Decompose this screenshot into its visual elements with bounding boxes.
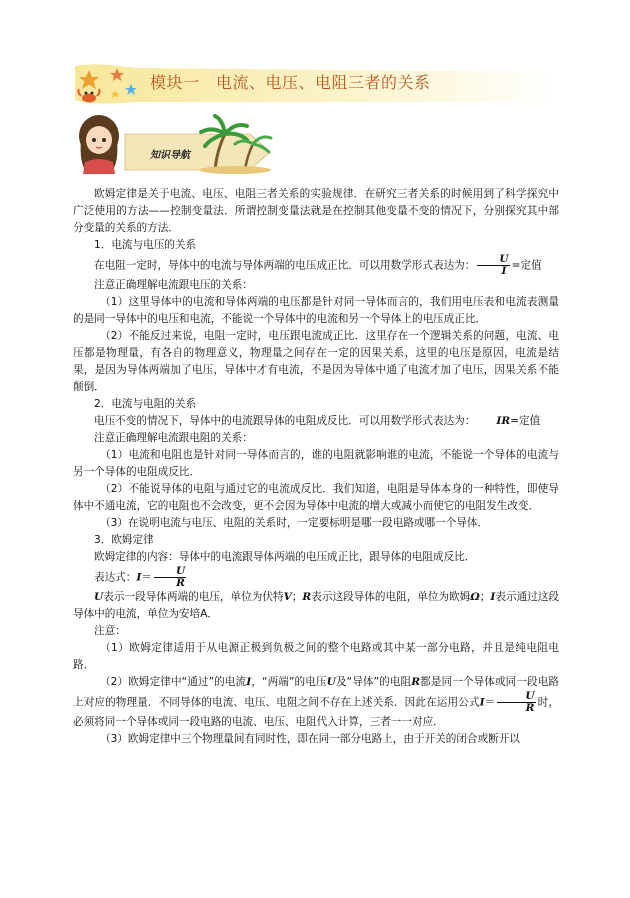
s3-expr-fraction	[154, 566, 186, 589]
sym-u: U	[94, 591, 104, 603]
s2-statement-text: 电压不变的情况下，导体中的电流跟导体的电阻成反比．可以用数学形式表达为：	[94, 415, 476, 427]
s3-point-1: （1）欧姆定律适用于从电源正极到负极之间的整个电路或其中某一部分电路，并且是纯电阻电路．	[73, 642, 559, 671]
s3-note: 注意：	[94, 625, 126, 637]
sym-a: A	[200, 608, 208, 620]
sym-i: I	[490, 591, 496, 603]
s2-statement	[73, 413, 559, 430]
girl-palm-illustration	[75, 112, 315, 174]
def-end: ．	[207, 608, 218, 620]
s1-point-2: （2）不能反过来说，电阻一定时，电压跟电流成正比．这里存在一个逻辑关系的问题，电流、电压都是物理量，有各自的物理意义，物理量之间存在一定的因果关系，这里的电压是原因，电流是结果，是因为导体两端加了电压，导体中才有电流，不是因为导体中通了电流才加了电压，因果关系不能颠倒．	[73, 330, 559, 393]
s1-frac-denominator: I	[501, 265, 507, 277]
s3-p2-b: ，“两端”的电压	[251, 676, 327, 688]
section-3-title: 3．欧姆定律	[94, 534, 154, 546]
s3-p2-formula-eq: ＝	[484, 696, 496, 709]
s3-content: 欧姆定律的内容：导体中的电流跟导体两端的电压成正比，跟导体的电阻成反比．	[94, 551, 476, 563]
s3-definitions	[73, 589, 559, 623]
s3-expression-label: 表达式：	[94, 571, 137, 584]
section-2-title: 2．电流与电阻的关系	[94, 398, 197, 410]
sep-1: ；	[291, 591, 303, 603]
knowledge-nav-header	[75, 112, 315, 174]
intro-paragraph: 欧姆定律是关于电流、电压、电阻三者关系的实验规律．在研究三者关系的时候用到了科学探究中广泛使用的方法——控制变量法．所谓控制变量法就是在控制其他变量不变的情况下，分别探究其中部分变量的关系的方法．	[73, 188, 559, 234]
s3-p2-formula-fraction	[497, 691, 535, 714]
s3-p2-sym-r: R	[411, 676, 421, 688]
def-i: 表示通过这段导体中的电流，单位为安培	[73, 591, 560, 620]
s3-p2-frac-den: R	[525, 702, 535, 714]
s1-statement	[73, 254, 559, 277]
def-u: 表示一段导体两端的电压，单位为伏特	[103, 591, 284, 603]
s3-p2-sym-u: U	[326, 676, 336, 688]
s2-point-1: （1）电流和电阻也是针对同一导体而言的，谁的电阻就影响谁的电流，不能说一个导体的电流与另一个导体的电阻成反比．	[73, 449, 559, 478]
module-banner	[75, 62, 556, 106]
section-1-title: 1．电流与电压的关系	[94, 239, 197, 251]
s1-point-1: （1）这里导体中的电流和导体两端的电压都是针对同一导体而言的，我们用电压表和电流表测量的是同一导体中的电压和电流，不能说一个导体中的电流和另一个导体上的电压成正比．	[73, 296, 559, 325]
module-title: 模块一 电流、电压、电阻三者的关系	[150, 73, 431, 92]
s3-p2-formula-lhs: I	[479, 696, 485, 709]
sym-ohm: Ω	[470, 591, 480, 603]
s2-formula: IR	[496, 415, 511, 427]
def-r: 表示这段导体的电阻，单位为欧姆	[311, 591, 471, 603]
s2-point-2: （2）不能说导体的电阻与通过它的电流成反比．我们知道，电阻是导体本身的一种特性，即使导体中不通电流，它的电阻也不会改变，更不会因为导体中电流的增大或减小而使它的电阻发生改变．	[73, 483, 559, 512]
s3-expr-denominator: R	[176, 577, 185, 589]
s3-p2-sym-i: I	[246, 676, 252, 688]
knowledge-nav-label: 知识导航	[150, 150, 190, 161]
sep-2: ；	[479, 591, 491, 603]
s3-p2-frac-num: U	[497, 691, 535, 703]
s1-frac-numerator: U	[477, 254, 509, 266]
s3-expr-equals: ＝	[141, 571, 152, 584]
document-body	[73, 186, 559, 748]
s3-p2-a: （2）欧姆定律中“通过”的电流	[100, 676, 247, 688]
s1-formula-fraction	[477, 254, 509, 277]
s1-statement-text: 在电阻一定时，导体中的电流与导体两端的电压成正比．可以用数学形式表达为：	[94, 259, 476, 272]
s3-expr-numerator: U	[154, 566, 186, 578]
s2-point-3: （3）在说明电流与电压、电阻的关系时，一定要标明是哪一段电路或哪一个导体．	[100, 517, 489, 529]
s3-p2-e: 时，必须将同一个导体或同一段电路的电流、电压、电阻代入计算，三者一一对应．	[73, 696, 560, 728]
sym-v: V	[283, 591, 292, 603]
s1-note: 注意正确理解电流跟电压的关系：	[94, 279, 253, 291]
s3-expression	[73, 566, 559, 589]
s3-point-2	[73, 674, 559, 731]
s3-expr-lhs: I	[136, 571, 142, 584]
s2-equals-constant: =定值	[510, 415, 541, 427]
s3-point-3: （3）欧姆定律中三个物理量间有同时性，即在同一部分电路上，由于开关的闭合或断开以	[100, 733, 520, 745]
s3-p2-c: 及“导体”的电阻	[335, 676, 412, 688]
s2-note: 注意正确理解电流跟电阻的关系：	[94, 432, 253, 444]
s1-equals-constant: =定值	[511, 259, 542, 272]
sym-r: R	[302, 591, 312, 603]
s3-p2-d: 都是同一个导体或同一段电路上对应的物理量．不同导体的电流、电压、电阻之间不存在上述关系．因此在运用公式	[73, 676, 559, 709]
